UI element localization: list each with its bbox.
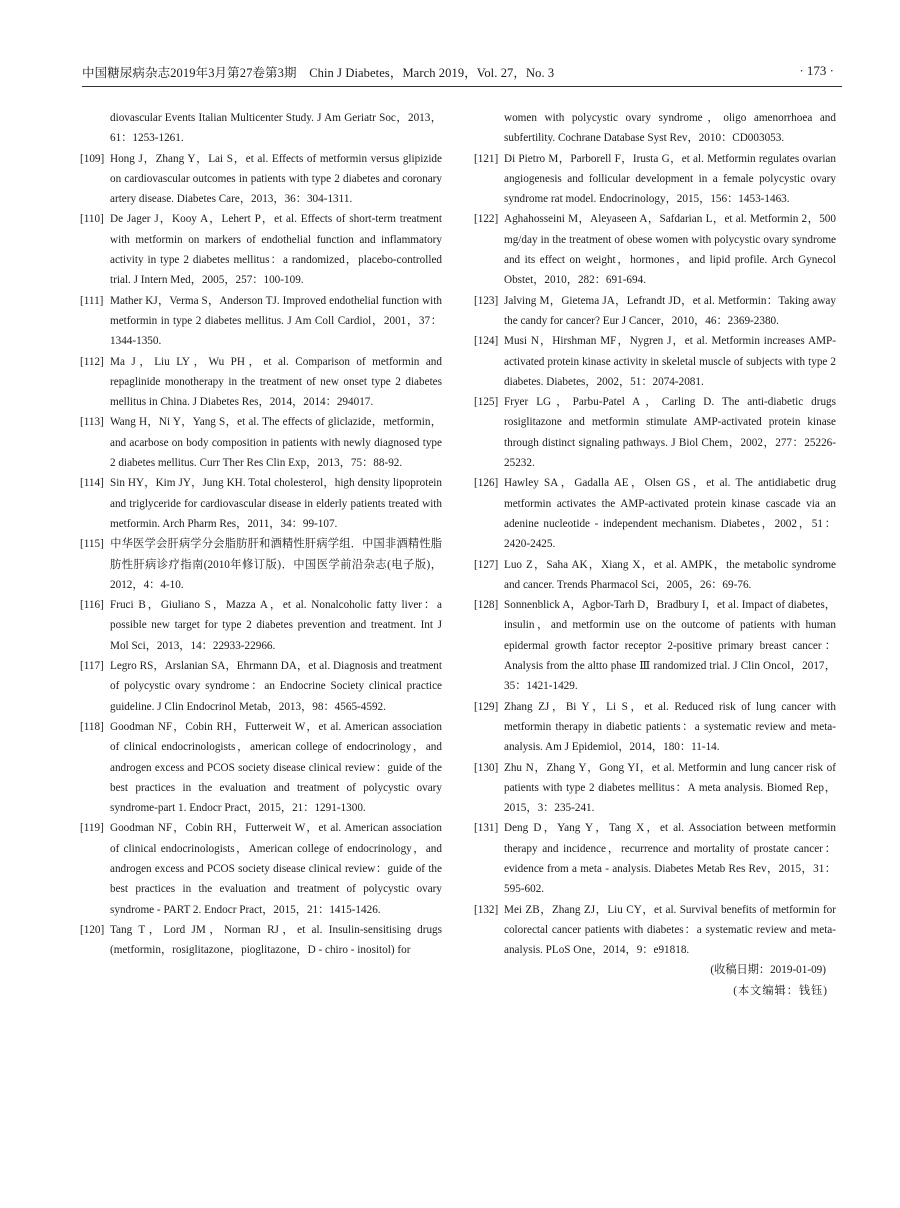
reference-text: Hong J，Zhang Y，Lai S，et al. Effects of metformin versus glipizide on cardiovascular outcomes in patients with type 2 diabetes and coronary artery disease. Diabetes Care，2013，36：304-1311. xyxy=(110,152,442,206)
reference-entry xyxy=(80,818,442,919)
reference-number: [115] xyxy=(80,538,104,551)
reference-number: [109] xyxy=(80,152,105,165)
reference-number: [126] xyxy=(474,477,499,490)
reference-entry xyxy=(474,108,836,149)
running-header xyxy=(82,63,842,83)
reference-entry xyxy=(80,920,442,961)
reference-entry xyxy=(80,291,442,352)
reference-text: De Jager J，Kooy A，Lehert P，et al. Effects of short-term treatment with metformin on markers of endothelial function and inflammatory activity in type 2 diabetes mellitus：a randomized，placebo-controlled trial. J Intern Med，2005，257：100-109. xyxy=(110,213,442,287)
reference-text: Sin HY，Kim JY，Jung KH. Total cholesterol，high density lipoprotein and triglyceride for cardiovascular disease in elderly patients treated with metformin. Arch Pharm Res，2011，34：99-107. xyxy=(110,477,442,530)
reference-entry xyxy=(80,595,442,656)
reference-entry xyxy=(80,352,442,413)
reference-text: Aghahosseini M，Aleyaseen A，Safdarian L，et al. Metformin 2，500 mg/day in the treatment of obese women with polycystic ovary syndrome and its effect on weight，hormones，and lipid profile. Arch Gynecol Obstet，2010，282：691-694. xyxy=(504,213,836,287)
reference-text: Mather KJ，Verma S，Anderson TJ. Improved endothelial function with metformin in type 2 diabetes mellitus. J Am Coll Cardiol，2001，37：1344-1350. xyxy=(110,294,442,348)
reference-entry xyxy=(474,149,836,210)
reference-text: Jalving M，Gietema JA，Lefrandt JD，et al. Metformin：Taking away the candy for cancer? Eur J Cancer，2010，46：2369-2380. xyxy=(504,294,836,327)
reference-entry xyxy=(474,697,836,758)
reference-entry xyxy=(80,473,442,534)
reference-number: [110] xyxy=(80,213,104,226)
reference-entry xyxy=(474,392,836,473)
reference-number: [132] xyxy=(474,903,499,916)
reference-text: Deng D，Yang Y，Tang X，et al. Association between metformin therapy and incidence，recurrence and mortality of prostate cancer：evidence from a meta - analysis. Diabetes Metab Res Rev，2015，31：595-602. xyxy=(504,822,836,896)
reference-number: [116] xyxy=(80,599,104,612)
reference-text: Sonnenblick A，Agbor-Tarh D，Bradbury I，et al. Impact of diabetes，insulin，and metformin use on the outcome of patients with human epidermal growth factor receptor 2-positive primary breast cancer：Analysis from the altto phase Ⅲ randomized trial. J Clin Oncol，2017，35：1421-1429. xyxy=(504,599,836,693)
reference-number: [122] xyxy=(474,213,499,226)
reference-text: Goodman NF，Cobin RH，Futterweit W，et al. American association of clinical endocrinologists，american college of endocrinology，and androgen excess and PCOS society disease clinical review：guide of the best practices in the evaluation and treatment of polycystic ovary syndrome-part 1. Endocr Pract，2015，21：1291-1300. xyxy=(110,720,442,815)
right-reference-column xyxy=(474,108,836,1001)
reference-text: Goodman NF，Cobin RH，Futterweit W，et al. American association of clinical endocrinologists，American college of endocrinology，and androgen excess and PCOS society disease clinical review：guide of the best practices in the evaluation and treatment of polycystic ovary syndrome - PART 2. Endocr Pract，2015，21：1415-1426. xyxy=(110,822,442,916)
reference-entry xyxy=(80,534,442,595)
reference-number: [118] xyxy=(80,720,104,733)
reference-entry xyxy=(474,758,836,819)
reference-entry xyxy=(474,900,836,961)
reference-number: [130] xyxy=(474,761,499,774)
reference-entry xyxy=(474,291,836,332)
reference-text: Wang H，Ni Y，Yang S，et al. The effects of gliclazide，metformin，and acarbose on body composition in patients with newly diagnosed type 2 diabetes mellitus. Curr Ther Res Clin Exp，2013，75：88-92. xyxy=(110,416,442,470)
reference-number: [113] xyxy=(80,416,104,429)
reference-number: [112] xyxy=(80,355,104,368)
reference-text: Ma J，Liu LY，Wu PH，et al. Comparison of metformin and repaglinide monotherapy in the treatment of new onset type 2 diabetes mellitus in China. J Diabetes Res，2014，2014：294017. xyxy=(110,355,442,409)
reference-text: 中华医学会肝病学分会脂肪肝和酒精性肝病学组．中国非酒精性脂肪性肝病诊疗指南(2010年修订版)．中国医学前沿杂志(电子版)，2012，4：4-10. xyxy=(110,538,442,591)
editor-note: (本文编辑：钱钰) xyxy=(733,984,828,997)
reference-number: [129] xyxy=(474,700,499,713)
reference-number: [128] xyxy=(474,599,499,612)
reference-number: [119] xyxy=(80,822,104,835)
journal-citation-line: 中国糖尿病杂志2019年3月第27卷第3期 Chin J Diabetes，March 2019，Vol. 27，No. 3 xyxy=(82,66,555,80)
reference-text: Zhang ZJ，Bi Y，Li S，et al. Reduced risk of lung cancer with metformin therapy in diabetic patients：a systematic review and meta-analysis. Am J Epidemiol，2014，180：11-14. xyxy=(504,700,836,754)
reference-text: diovascular Events Italian Multicenter Study. J Am Geriatr Soc，2013，61：1253-1261. xyxy=(110,112,442,145)
reference-number: [124] xyxy=(474,335,499,348)
reference-number: [111] xyxy=(80,294,104,307)
reference-text: Tang T，Lord JM，Norman RJ，et al. Insulin-sensitising drugs (metformin，rosiglitazone，pioglitazone，D - chiro - inositol) for xyxy=(110,923,442,957)
reference-number: [120] xyxy=(80,923,105,936)
reference-entry xyxy=(80,717,442,818)
reference-entry xyxy=(80,209,442,290)
reference-entry xyxy=(474,331,836,392)
reference-text: Fruci B，Giuliano S，Mazza A，et al. Nonalcoholic fatty liver：a possible new target for type 2 diabetes prevention and treatment. Int J Mol Sci，2013，14：22933-22966. xyxy=(110,599,442,652)
left-reference-column xyxy=(80,108,442,960)
reference-entry xyxy=(80,149,442,210)
page-number: · 173 · xyxy=(799,63,834,78)
reference-text: Hawley SA，Gadalla AE，Olsen GS，et al. The antidiabetic drug metformin activates the AMP-activated protein kinase cascade via an adenine nucleotide - independent mechanism. Diabetes，2002，51：2420-2425. xyxy=(504,477,836,551)
reference-text: Di Pietro M，Parborell F，Irusta G，et al. Metformin regulates ovarian angiogenesis and follicular development in a female polycystic ovary syndrome rat model. Endocrinology，2015，156：1453-1463. xyxy=(504,152,836,206)
reference-entry xyxy=(474,818,836,899)
reference-text: Legro RS，Arslanian SA，Ehrmann DA，et al. Diagnosis and treatment of polycystic ovary syndrome：an Endocrine Society clinical practice guideline. J Clin Endocrinol Metab，2013，98：4565-4592. xyxy=(110,660,442,713)
reference-entry xyxy=(474,555,836,596)
reference-text: Zhu N，Zhang Y，Gong YI，et al. Metformin and lung cancer risk of patients with type 2 diabetes mellitus：A meta analysis. Biomed Rep，2015，3：235-241. xyxy=(504,761,836,815)
reference-text: Luo Z，Saha AK，Xiang X，et al. AMPK，the metabolic syndrome and cancer. Trends Pharmacol Sci，2005，26：69-76. xyxy=(504,558,836,591)
reference-number: [125] xyxy=(474,396,499,409)
reference-number: [127] xyxy=(474,558,499,571)
reference-number: [131] xyxy=(474,822,499,835)
reference-number: [123] xyxy=(474,294,499,307)
reference-text: Mei ZB，Zhang ZJ，Liu CY，et al. Survival benefits of metformin for colorectal cancer patients with diabetes：a systematic review and meta-analysis. PLoS One，2014，9：e91818. xyxy=(504,903,836,957)
reference-entry xyxy=(80,656,442,717)
header-rule xyxy=(82,86,842,87)
reference-text: Musi N，Hirshman MF，Nygren J，et al. Metformin increases AMP-activated protein kinase activity in skeletal muscle of subjects with type 2 diabetes. Diabetes，2002，51：2074-2081. xyxy=(504,335,836,388)
reference-text: women with polycystic ovary syndrome，oligo amenorrhoea and subfertility. Cochrane Database Syst Rev，2010：CD003053. xyxy=(504,112,836,145)
reference-entry xyxy=(474,473,836,554)
reference-number: [117] xyxy=(80,660,104,673)
reference-entry xyxy=(80,412,442,473)
received-date: (收稿日期：2019-01-09) xyxy=(710,964,826,977)
reference-number: [121] xyxy=(474,152,499,165)
reference-number: [114] xyxy=(80,477,104,490)
reference-entry xyxy=(474,595,836,696)
reference-entry xyxy=(474,209,836,290)
reference-entry xyxy=(80,108,442,149)
reference-text: Fryer LG，Parbu-Patel A，Carling D. The anti-diabetic drugs rosiglitazone and metformin stimulate AMP-activated protein kinase through distinct signaling pathways. J Biol Chem，2002，277：25226-25232. xyxy=(504,396,836,470)
